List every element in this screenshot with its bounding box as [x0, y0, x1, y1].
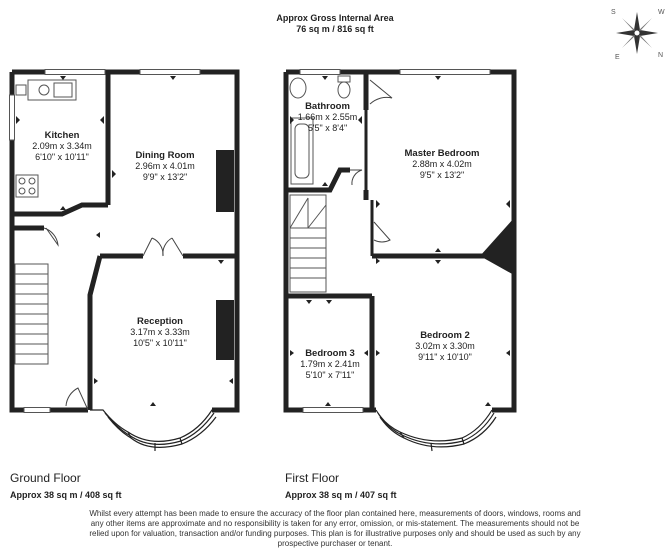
room-name: Master Bedroom — [404, 148, 480, 159]
ground-floor-walls — [12, 72, 237, 410]
first-floor-title: First Floor — [285, 471, 339, 485]
room-name: Kitchen — [44, 130, 80, 141]
room-imperial: 10'5" x 10'11" — [133, 338, 187, 348]
room-imperial: 9'11" x 10'10" — [418, 352, 472, 362]
room-imperial: 5'5" x 8'4" — [307, 123, 348, 133]
disclaimer-line: relied upon for valuation, transaction and/or funding purposes. This plan is for illustrative purposes only and should be used as such by any — [89, 529, 581, 538]
room-name: Bedroom 2 — [420, 330, 470, 341]
compass-label-s: S — [611, 9, 616, 16]
disclaimer-line: any other items are approximate and no responsibility is taken for any error, omission, or mis-statement. The measurements should not be — [90, 519, 580, 528]
ground-floor-windows — [10, 70, 201, 413]
room-master-bedroom — [382, 148, 502, 181]
area-total: 76 sq m / 816 sq ft — [296, 24, 374, 34]
disclaimer-text — [0, 509, 670, 549]
room-reception — [100, 316, 220, 349]
room-bathroom — [285, 101, 370, 134]
ground-floor-area: Approx 38 sq m / 408 sq ft — [10, 490, 122, 500]
ground-bay-window — [90, 410, 237, 451]
kitchen-appliance-icon — [16, 85, 26, 95]
room-imperial: 5'10" x 7'11" — [305, 370, 355, 380]
master-wardrobe — [480, 218, 514, 275]
room-imperial: 6'10" x 10'11" — [35, 152, 89, 162]
compass-label-n: N — [658, 52, 664, 59]
room-imperial: 9'5" x 13'2" — [419, 170, 465, 180]
room-bedroom-2 — [390, 330, 500, 363]
first-bay-window — [376, 410, 496, 451]
room-name: Bathroom — [305, 101, 350, 112]
room-name: Dining Room — [135, 150, 195, 161]
disclaimer-line: prospective purchaser or tenant. — [277, 539, 393, 548]
toilet-icon — [338, 76, 350, 98]
disclaimer-line: Whilst every attempt has been made to ensure the accuracy of the floor plan contained here, measurements of doors, windows, rooms and — [89, 509, 581, 518]
room-metric: 3.02m x 3.30m — [415, 341, 475, 351]
room-metric: 2.88m x 4.02m — [412, 159, 472, 169]
room-kitchen — [16, 130, 108, 163]
compass-icon — [616, 12, 658, 54]
basin-icon — [290, 78, 306, 98]
ground-floor-title: Ground Floor — [10, 471, 81, 485]
room-metric: 2.09m x 3.34m — [32, 141, 92, 151]
ground-dimension-markers — [16, 76, 233, 406]
area-title: Approx Gross Internal Area — [276, 13, 394, 23]
room-dining — [110, 150, 220, 183]
first-stairs-icon — [290, 195, 326, 292]
room-metric: 1.66m x 2.55m — [297, 112, 358, 122]
room-bedroom-3 — [288, 348, 372, 381]
compass-label-w: W — [658, 9, 665, 16]
room-name: Reception — [137, 316, 183, 327]
room-metric: 1.79m x 2.41m — [300, 359, 360, 369]
room-imperial: 9'9" x 13'2" — [142, 172, 188, 182]
room-metric: 3.17m x 3.33m — [130, 327, 190, 337]
ground-stairs-icon — [15, 264, 48, 364]
room-metric: 2.96m x 4.01m — [135, 161, 195, 171]
compass-label-e: E — [615, 54, 620, 61]
kitchen-hob-icon — [16, 175, 38, 197]
kitchen-sink-icon — [28, 80, 76, 100]
first-floor-area: Approx 38 sq m / 407 sq ft — [285, 490, 397, 500]
room-name: Bedroom 3 — [305, 348, 355, 359]
